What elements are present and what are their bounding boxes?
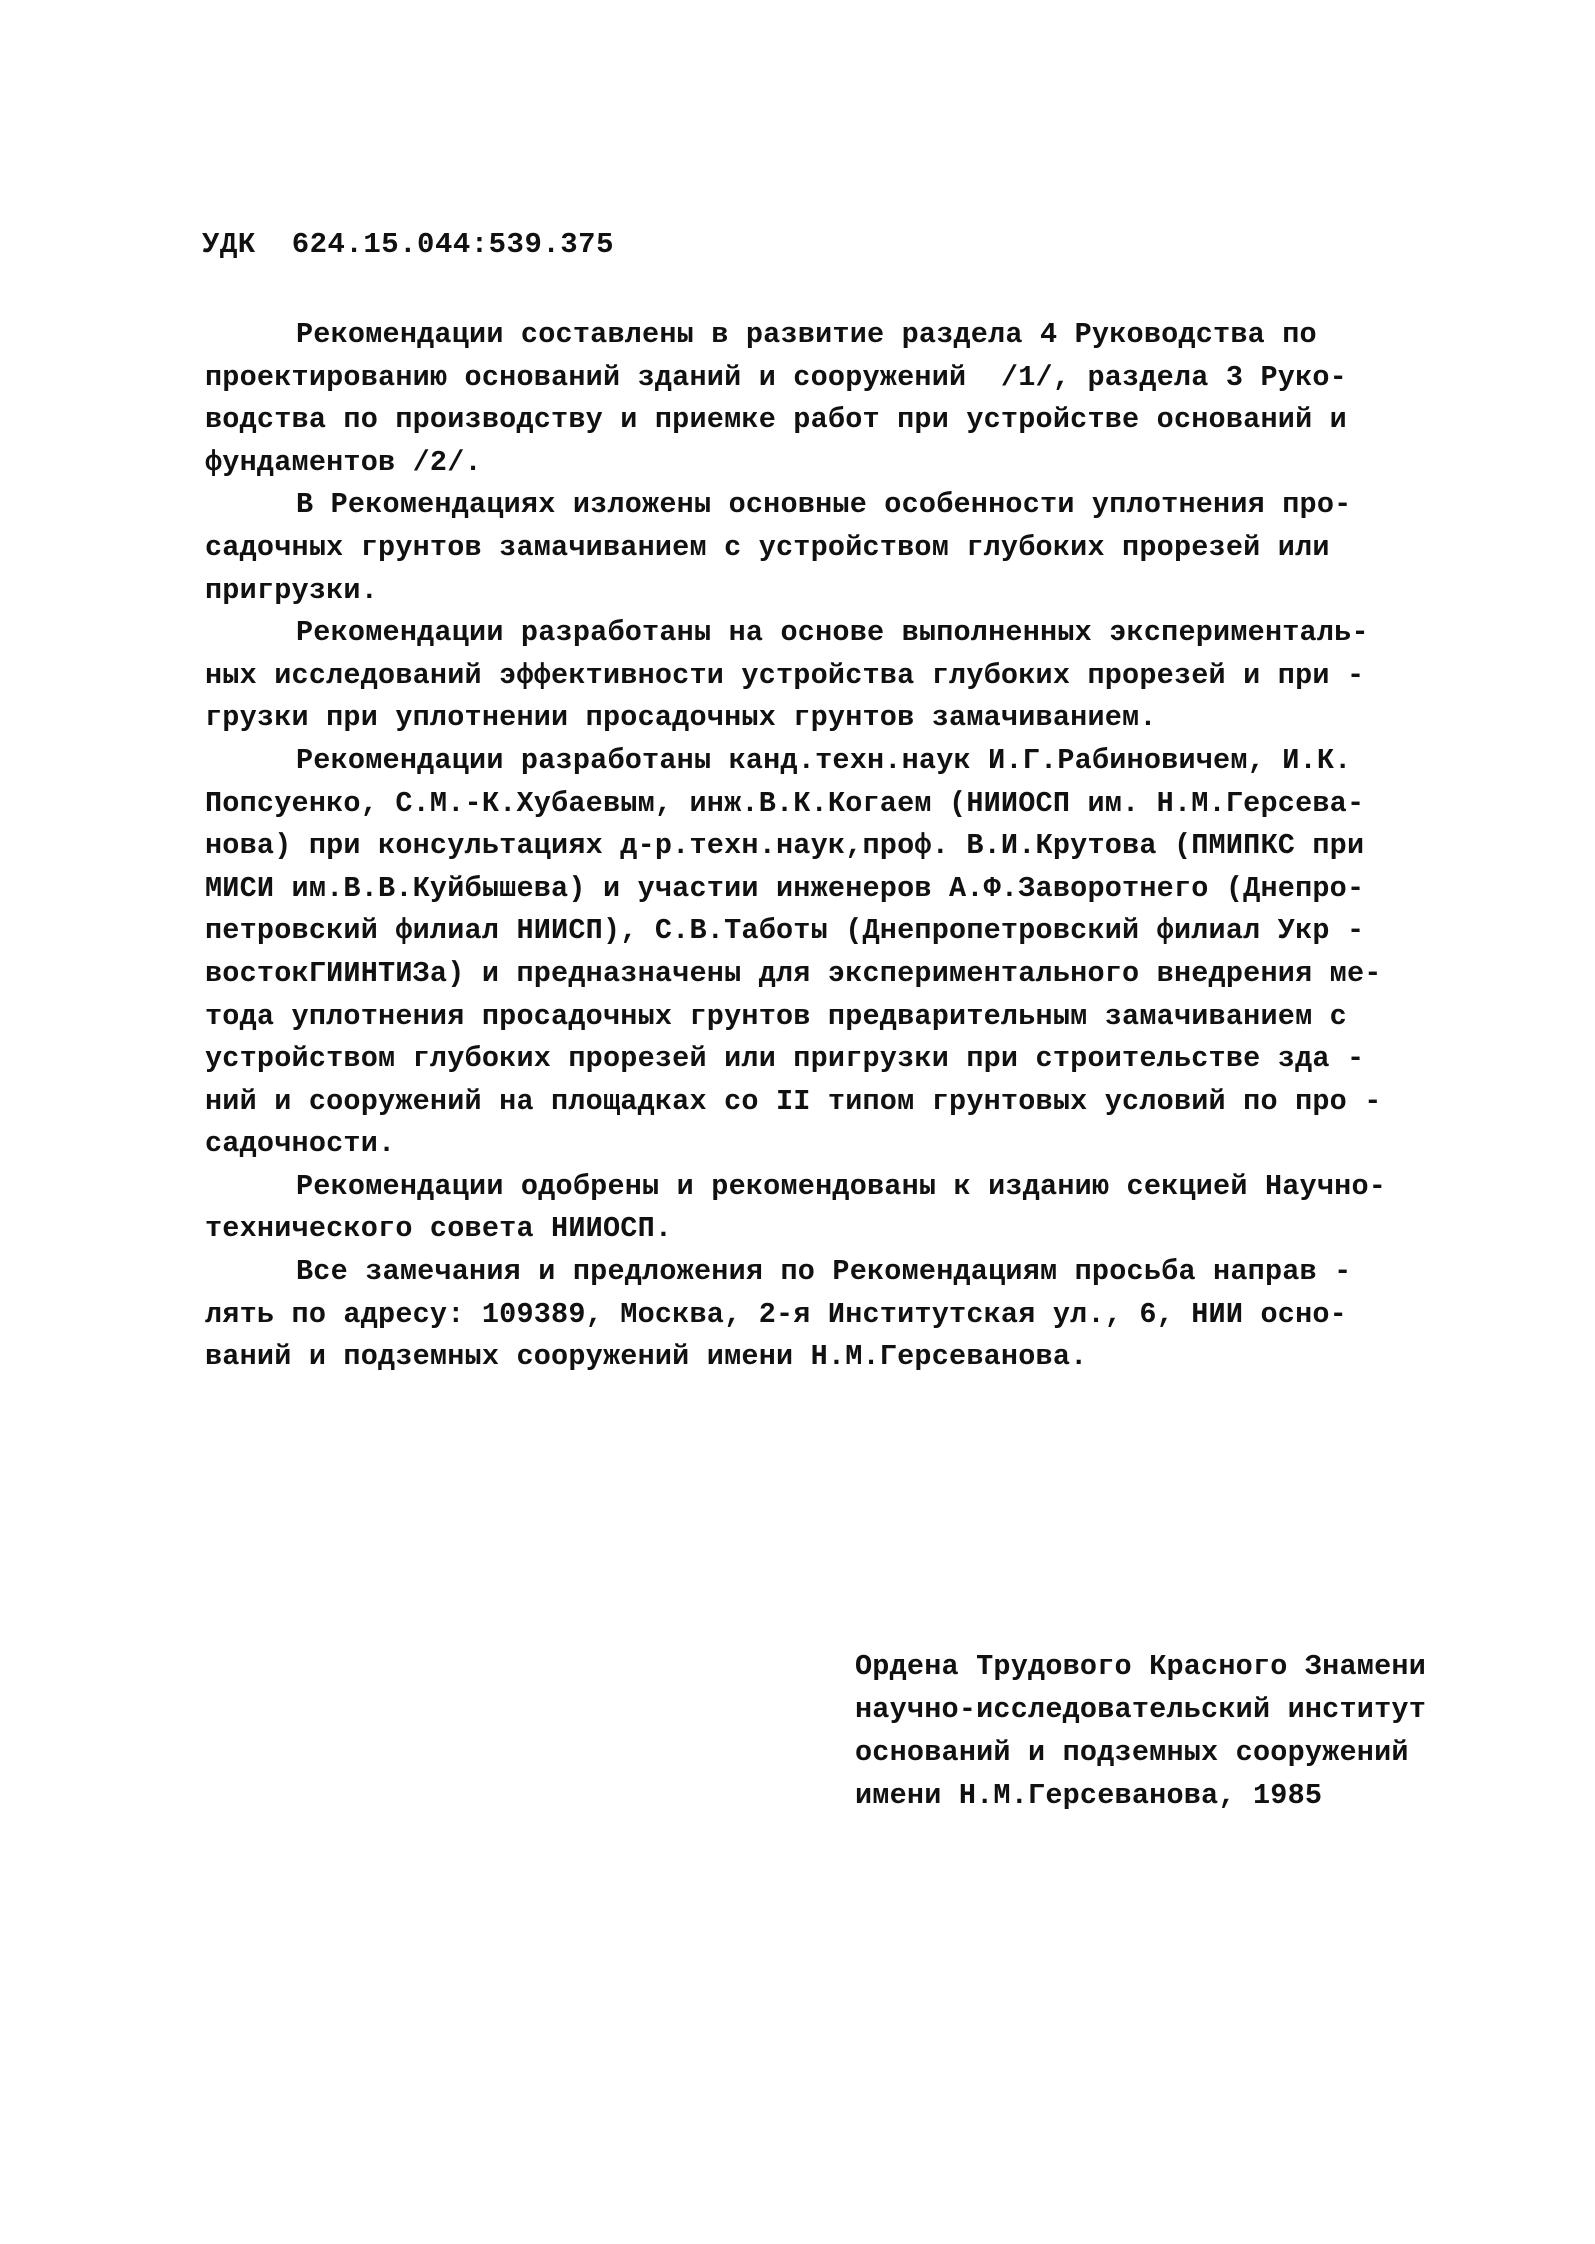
- text-line: Попсуенко, С.М.-К.Хубаевым, инж.В.К.Когаем (НИИОСП им. Н.М.Герсева-: [205, 786, 1365, 820]
- body-text: [205, 314, 1445, 1379]
- text-line: устройством глубоких прорезей или пригрузки при строительстве зда -: [205, 1042, 1365, 1076]
- text-line: МИСИ им.В.В.Куйбышева) и участии инженеров А.Ф.Заворотнего (Днепро-: [205, 871, 1365, 905]
- text-line: В Рекомендациях изложены основные особенности уплотнения про-: [296, 488, 1352, 522]
- text-line: ных исследований эффективности устройства глубоких прорезей и при -: [205, 658, 1365, 692]
- publisher-line: научно-исследовательский институт: [855, 1693, 1426, 1726]
- text-line: водства по производству и приемке работ при устройстве оснований и: [205, 403, 1347, 437]
- text-line: фундаментов /2/.: [205, 445, 482, 479]
- udk-code: 624.15.044:539.375: [291, 228, 614, 261]
- text-line: проектированию оснований зданий и сооружений /1/, раздела 3 Руко-: [205, 360, 1347, 394]
- text-line: технического совета НИИОСП.: [205, 1212, 673, 1246]
- text-line: Рекомендации одобрены и рекомендованы к изданию секцией Научно-: [296, 1169, 1387, 1203]
- publisher-line: оснований и подземных сооружений: [855, 1736, 1409, 1769]
- text-line: Рекомендации разработаны на основе выполненных эксперименталь-: [296, 616, 1369, 650]
- text-line: грузки при уплотнении просадочных грунтов замачиванием.: [205, 701, 1157, 735]
- text-line: лять по адресу: 109389, Москва, 2-я Институтская ул., 6, НИИ осно-: [205, 1297, 1347, 1331]
- text-line: востокГИИНТИЗа) и предназначены для экспериментального внедрения ме-: [205, 956, 1382, 990]
- text-line: ний и сооружений на площадках со II типом грунтовых условий по про -: [205, 1084, 1382, 1118]
- text-line: тода уплотнения просадочных грунтов предварительным замачиванием с: [205, 999, 1347, 1033]
- udk-line: [202, 228, 614, 261]
- udk-label: УДК: [202, 228, 256, 261]
- text-line: ваний и подземных сооружений имени Н.М.Герсеванова.: [205, 1340, 1088, 1374]
- publisher-line: имени Н.М.Герсеванова, 1985: [855, 1779, 1323, 1812]
- text-line: садочности.: [205, 1127, 396, 1161]
- publisher-block: [855, 1645, 1426, 1817]
- text-line: Все замечания и предложения по Рекомендациям просьба направ -: [296, 1255, 1352, 1289]
- text-line: нова) при консультациях д-р.техн.наук,проф. В.И.Крутова (ПМИПКС при: [205, 829, 1365, 863]
- text-line: Рекомендации разработаны канд.техн.наук И.Г.Рабиновичем, И.К.: [296, 743, 1352, 777]
- text-line: пригрузки.: [205, 573, 379, 607]
- text-line: петровский филиал НИИСП), С.В.Таботы (Днепропетровский филиал Укр -: [205, 914, 1365, 948]
- text-line: садочных грунтов замачиванием с устройством глубоких прорезей или: [205, 530, 1330, 564]
- text-line: Рекомендации составлены в развитие раздела 4 Руководства по: [296, 318, 1317, 351]
- publisher-line: Ордена Трудового Красного Знамени: [855, 1650, 1426, 1683]
